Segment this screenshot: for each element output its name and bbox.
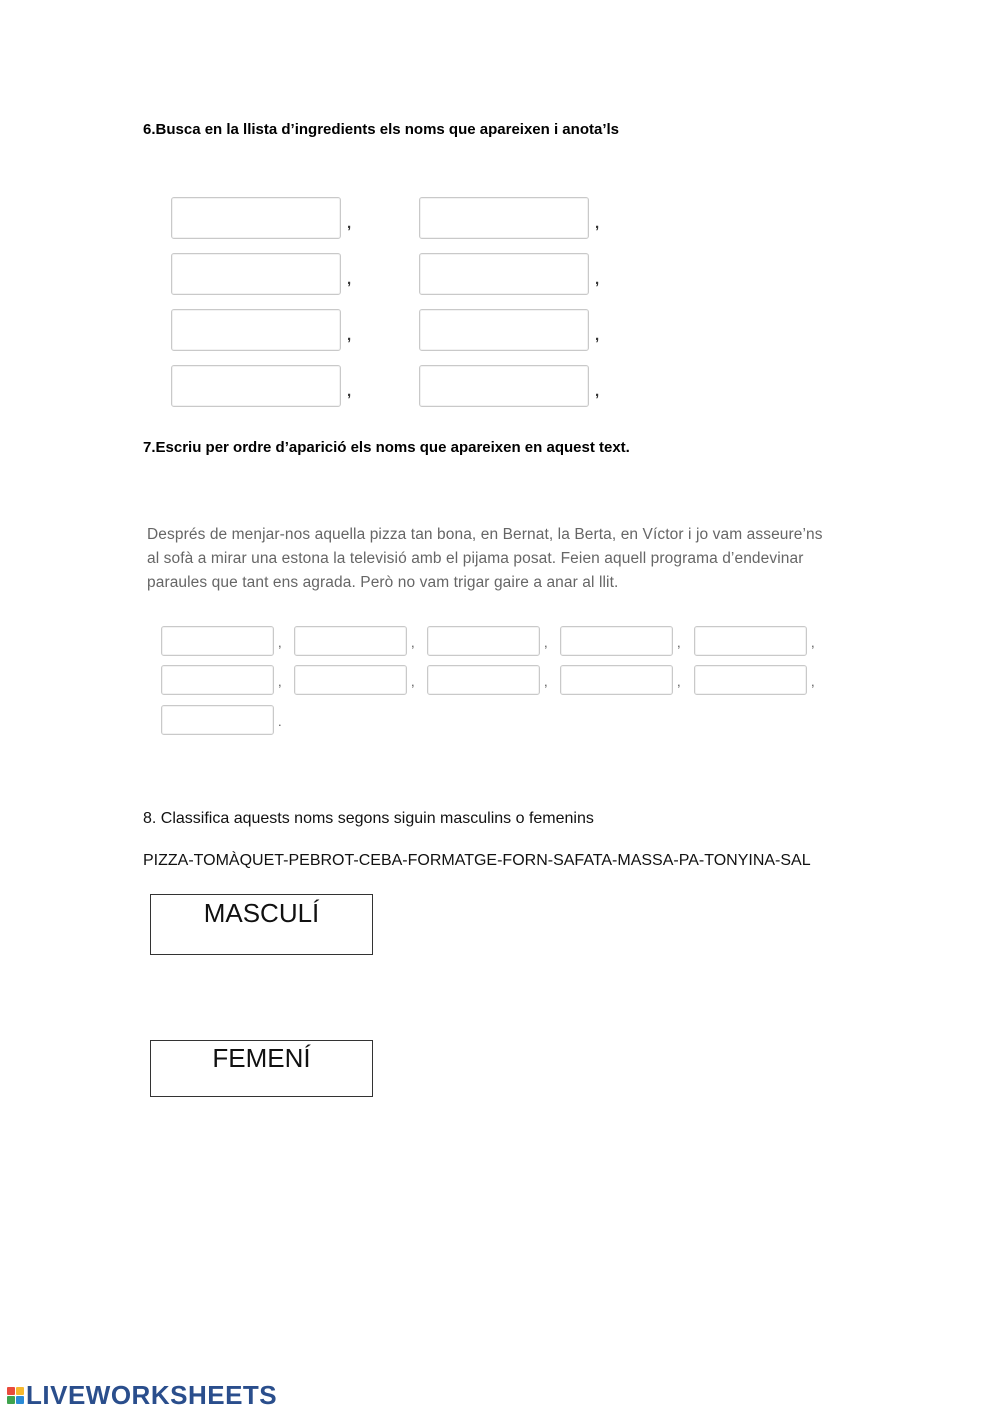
q6-separator: , (347, 215, 352, 232)
q7-answer-input[interactable] (694, 665, 807, 695)
q6-answer-input[interactable] (171, 365, 341, 407)
q7-answer-input[interactable] (161, 626, 274, 656)
q7-separator: , (677, 635, 681, 650)
q7-answer-input[interactable] (427, 626, 540, 656)
passage-line: paraules que tant ens agrada. Però no vam trigar gaire a anar al llit. (147, 574, 619, 591)
q7-separator: , (811, 674, 815, 689)
q7-answer-input[interactable] (294, 626, 407, 656)
q7-separator: , (278, 635, 282, 650)
q6-separator: , (347, 327, 352, 344)
q7-separator: , (411, 674, 415, 689)
q7-answer-input[interactable] (694, 626, 807, 656)
q7-passage (147, 523, 847, 595)
feminine-label: FEMENÍ (212, 1043, 311, 1073)
q6-answer-input[interactable] (171, 253, 341, 295)
q6-separator: , (347, 383, 352, 400)
logo-text: LIVEWORKSHEETS (26, 1380, 278, 1410)
q6-answer-input[interactable] (171, 197, 341, 239)
liveworksheets-logo (7, 1380, 277, 1411)
q7-answer-input[interactable] (161, 665, 274, 695)
q7-separator: , (677, 674, 681, 689)
q7-separator: , (411, 635, 415, 650)
q6-answer-input[interactable] (171, 309, 341, 351)
passage-line: Després de menjar-nos aquella pizza tan bona, en Bernat, la Berta, en Víctor i jo vam asseure’ns (147, 526, 823, 543)
feminine-box[interactable] (150, 1040, 373, 1097)
q7-answer-input[interactable] (161, 705, 274, 735)
q6-answer-input[interactable] (419, 365, 589, 407)
q6-separator: , (347, 271, 352, 288)
q7-answer-input[interactable] (560, 626, 673, 656)
q6-separator: , (595, 215, 600, 232)
q8-word-list: PIZZA-TOMÀQUET-PEBROT-CEBA-FORMATGE-FORN-SAFATA-MASSA-PA-TONYINA-SAL (143, 852, 811, 869)
q7-answer-input[interactable] (294, 665, 407, 695)
q7-answer-input[interactable] (427, 665, 540, 695)
logo-cube-icon (7, 1387, 24, 1404)
q7-separator: , (544, 635, 548, 650)
q7-separator: . (278, 714, 282, 729)
q6-separator: , (595, 327, 600, 344)
q6-answer-input[interactable] (419, 197, 589, 239)
q8-title: 8. Classifica aquests noms segons siguin masculins o femenins (143, 810, 594, 827)
q6-answer-input[interactable] (419, 309, 589, 351)
masculine-box[interactable] (150, 894, 373, 955)
q6-answer-input[interactable] (419, 253, 589, 295)
q7-separator: , (544, 674, 548, 689)
q7-answer-input[interactable] (560, 665, 673, 695)
q6-separator: , (595, 271, 600, 288)
passage-line: al sofà a mirar una estona la televisió amb el pijama posat. Feien aquell programa d’endevinar (147, 550, 804, 567)
q7-title: 7.Escriu per ordre d’aparició els noms que apareixen en aquest text. (143, 439, 630, 456)
q6-title: 6.Busca en la llista d’ingredients els noms que apareixen i anota’ls (143, 121, 619, 138)
q7-separator: , (811, 635, 815, 650)
q6-separator: , (595, 383, 600, 400)
masculine-label: MASCULÍ (203, 898, 320, 928)
q7-separator: , (278, 674, 282, 689)
